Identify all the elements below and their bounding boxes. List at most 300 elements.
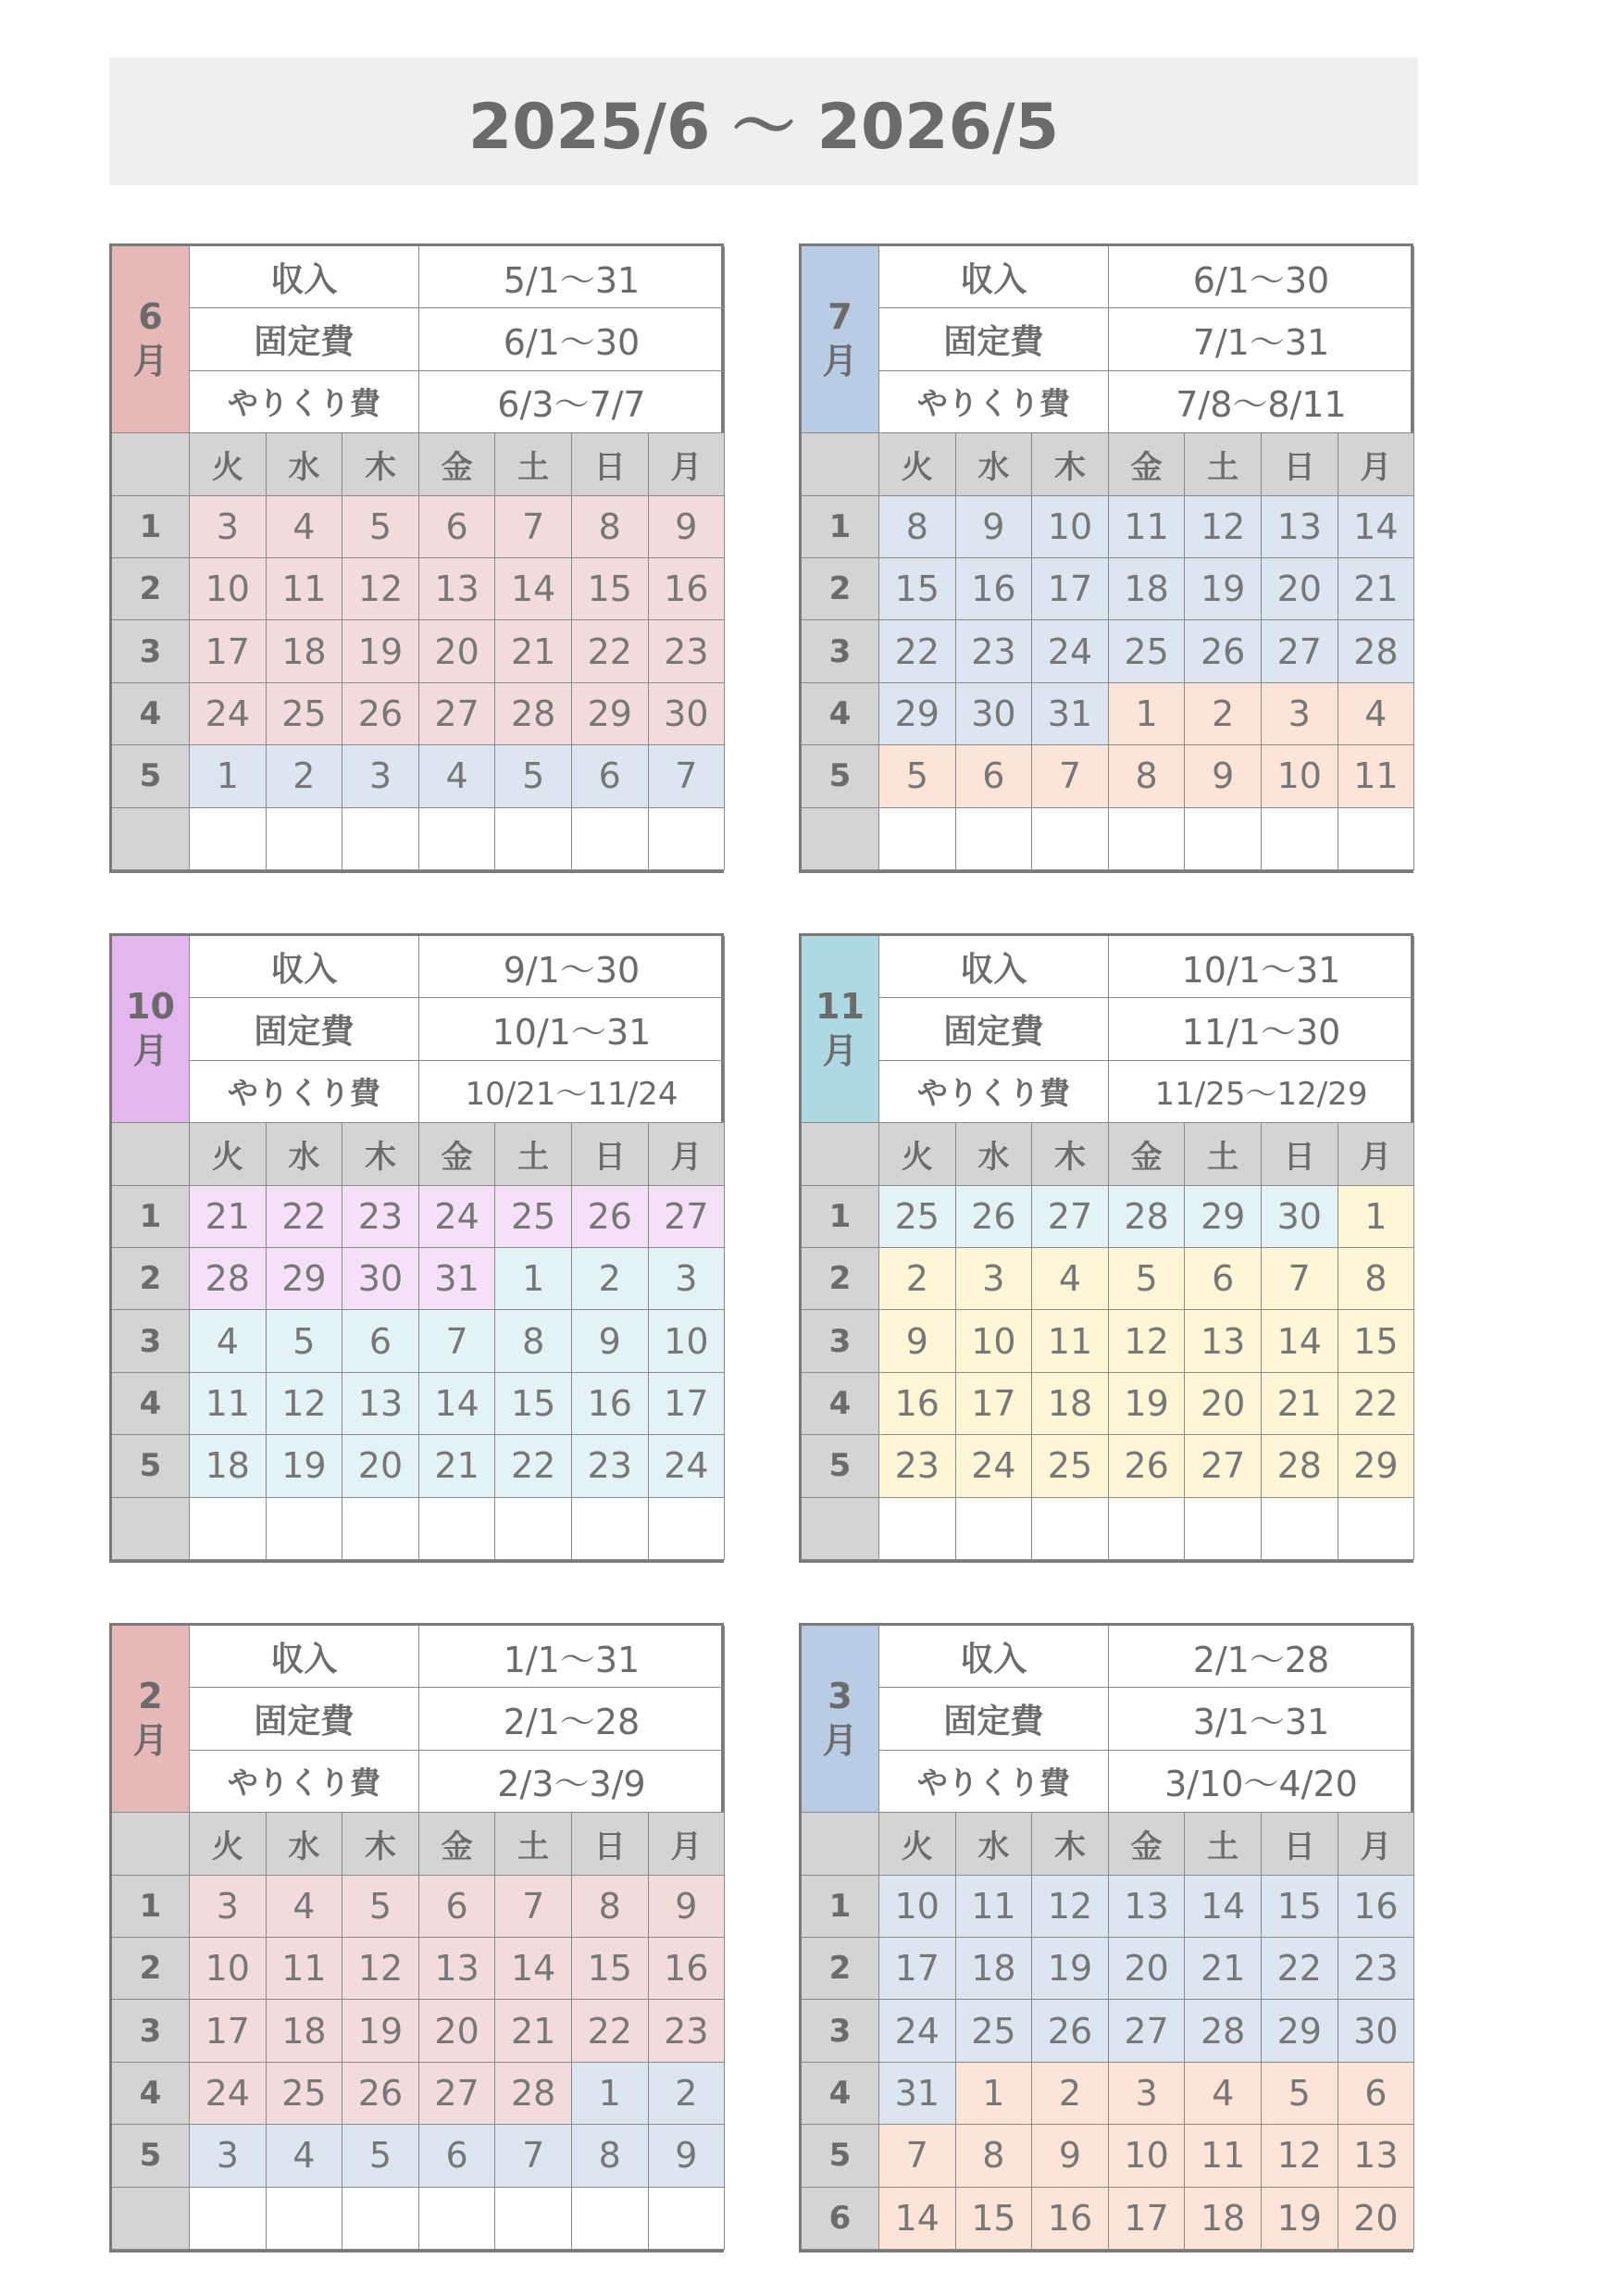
day-cell: 24	[1032, 620, 1109, 682]
day-cell: 7	[495, 1876, 572, 1938]
day-cell	[419, 1498, 496, 1560]
day-cell: 26	[572, 1186, 649, 1248]
day-cell: 1	[495, 1248, 572, 1310]
variable-cost-label: やりくり費	[879, 371, 1109, 433]
day-cell: 27	[419, 683, 496, 745]
weekday-header: 日	[572, 1813, 649, 1875]
week-number: 3	[802, 2000, 879, 2062]
day-cell: 15	[572, 1938, 649, 2000]
weekday-header: 木	[342, 1813, 419, 1875]
day-cell: 27	[1262, 620, 1338, 682]
variable-cost-range: 11/25〜12/29	[1109, 1061, 1414, 1123]
weekday-header: 木	[1032, 1813, 1109, 1875]
day-cell: 26	[956, 1186, 1033, 1248]
day-cell: 8	[495, 1310, 572, 1372]
day-cell: 10	[1032, 496, 1109, 558]
day-cell: 2	[879, 1248, 956, 1310]
weekday-header: 水	[956, 1123, 1033, 1185]
month-number: 11	[815, 986, 865, 1028]
fixed-cost-range: 10/1〜31	[419, 998, 725, 1060]
day-cell: 16	[956, 558, 1033, 620]
day-cell	[495, 2188, 572, 2250]
weekday-header: 土	[1185, 433, 1262, 495]
day-cell: 8	[1338, 1248, 1415, 1310]
day-cell: 12	[342, 1938, 419, 2000]
day-cell: 9	[649, 2125, 726, 2187]
day-cell: 18	[956, 1938, 1033, 2000]
income-label: 収入	[879, 246, 1109, 308]
day-cell: 21	[495, 620, 572, 682]
day-cell: 8	[956, 2125, 1033, 2187]
day-cell: 25	[267, 2063, 343, 2125]
day-cell: 29	[1338, 1435, 1415, 1497]
day-cell: 29	[267, 1248, 343, 1310]
week-header-corner	[802, 433, 879, 495]
day-cell: 15	[879, 558, 956, 620]
day-cell	[1262, 1498, 1338, 1560]
day-cell	[190, 808, 267, 870]
weekday-header: 火	[879, 1123, 956, 1185]
day-cell: 6	[419, 1876, 496, 1938]
day-cell: 10	[190, 1938, 267, 2000]
day-cell: 24	[190, 2063, 267, 2125]
day-cell: 29	[1185, 1186, 1262, 1248]
day-cell: 6	[572, 745, 649, 807]
week-header-corner	[112, 1813, 190, 1875]
day-cell: 7	[1032, 745, 1109, 807]
weekday-header: 水	[956, 433, 1033, 495]
day-cell	[1338, 1498, 1415, 1560]
day-cell: 9	[649, 1876, 726, 1938]
day-cell: 22	[572, 2000, 649, 2062]
day-cell: 27	[1109, 2000, 1186, 2062]
day-cell: 20	[1262, 558, 1338, 620]
day-cell: 22	[267, 1186, 343, 1248]
day-cell: 2	[572, 1248, 649, 1310]
day-cell	[1262, 808, 1338, 870]
day-cell: 11	[1185, 2125, 1262, 2187]
week-number: 5	[112, 745, 190, 807]
day-cell: 31	[1032, 683, 1109, 745]
day-cell: 9	[956, 496, 1033, 558]
income-range: 9/1〜30	[419, 936, 725, 998]
weekday-header: 火	[190, 433, 267, 495]
day-cell: 2	[649, 2063, 726, 2125]
day-cell	[1032, 808, 1109, 870]
weekday-header: 水	[267, 433, 343, 495]
day-cell: 13	[1338, 2125, 1415, 2187]
day-cell: 28	[1185, 2000, 1262, 2062]
day-cell: 19	[342, 620, 419, 682]
day-cell: 5	[342, 2125, 419, 2187]
day-cell: 17	[879, 1938, 956, 2000]
calendar-month-6	[109, 243, 724, 873]
day-cell: 22	[1338, 1373, 1415, 1435]
day-cell: 19	[1109, 1373, 1186, 1435]
week-number	[112, 1498, 190, 1560]
day-cell: 31	[419, 1248, 496, 1310]
weekday-header: 金	[419, 433, 496, 495]
day-cell: 16	[649, 558, 726, 620]
variable-cost-label: やりくり費	[879, 1061, 1109, 1123]
day-cell: 25	[879, 1186, 956, 1248]
day-cell: 3	[190, 1876, 267, 1938]
day-cell: 2	[267, 745, 343, 807]
day-cell: 31	[879, 2063, 956, 2125]
month-label	[802, 936, 879, 1123]
weekday-header: 日	[1262, 433, 1338, 495]
week-number: 1	[112, 1876, 190, 1938]
day-cell: 30	[342, 1248, 419, 1310]
day-cell: 20	[1109, 1938, 1186, 2000]
day-cell: 28	[1338, 620, 1415, 682]
day-cell: 10	[1109, 2125, 1186, 2187]
month-suffix: 月	[132, 1029, 168, 1071]
day-cell: 23	[342, 1186, 419, 1248]
weekday-header: 水	[267, 1123, 343, 1185]
day-cell	[342, 808, 419, 870]
week-number: 3	[802, 1310, 879, 1372]
weekday-header: 火	[190, 1813, 267, 1875]
weekday-header: 水	[267, 1813, 343, 1875]
day-cell: 4	[1338, 683, 1415, 745]
month-suffix: 月	[822, 340, 858, 381]
day-cell: 14	[1185, 1876, 1262, 1938]
week-number: 3	[802, 620, 879, 682]
income-range: 10/1〜31	[1109, 936, 1414, 998]
week-number	[802, 808, 879, 870]
week-number: 2	[112, 1938, 190, 2000]
weekday-header: 金	[419, 1123, 496, 1185]
day-cell: 17	[190, 2000, 267, 2062]
day-cell	[267, 2188, 343, 2250]
calendar-month-10	[109, 933, 724, 1563]
calendar-month-11	[799, 933, 1413, 1563]
day-cell: 17	[956, 1373, 1033, 1435]
day-cell	[572, 1498, 649, 1560]
day-cell: 23	[956, 620, 1033, 682]
day-cell: 19	[267, 1435, 343, 1497]
day-cell: 15	[956, 2188, 1033, 2250]
day-cell: 16	[1032, 2188, 1109, 2250]
day-cell: 8	[572, 2125, 649, 2187]
fixed-cost-range: 2/1〜28	[419, 1688, 725, 1750]
day-cell: 21	[190, 1186, 267, 1248]
day-cell: 2	[1032, 2063, 1109, 2125]
day-cell: 22	[879, 620, 956, 682]
week-number: 4	[802, 2063, 879, 2125]
day-cell: 7	[879, 2125, 956, 2187]
day-cell	[267, 808, 343, 870]
day-cell: 23	[879, 1435, 956, 1497]
day-cell: 10	[956, 1310, 1033, 1372]
week-number: 3	[112, 1310, 190, 1372]
week-number: 4	[112, 1373, 190, 1435]
day-cell: 11	[956, 1876, 1033, 1938]
month-label	[112, 936, 190, 1123]
day-cell: 14	[1262, 1310, 1338, 1372]
week-number: 2	[802, 1938, 879, 2000]
weekday-header: 金	[1109, 1123, 1186, 1185]
day-cell: 4	[190, 1310, 267, 1372]
day-cell: 12	[1262, 2125, 1338, 2187]
day-cell: 23	[1338, 1938, 1415, 2000]
weekday-header: 月	[649, 1123, 726, 1185]
month-number: 2	[138, 1676, 163, 1717]
day-cell: 13	[1262, 496, 1338, 558]
income-label: 収入	[190, 246, 419, 308]
day-cell: 1	[572, 2063, 649, 2125]
day-cell: 13	[419, 558, 496, 620]
day-cell: 18	[1185, 2188, 1262, 2250]
week-number: 1	[112, 496, 190, 558]
week-number: 2	[112, 558, 190, 620]
day-cell: 25	[267, 683, 343, 745]
variable-cost-range: 7/8〜8/11	[1109, 371, 1414, 433]
day-cell	[419, 808, 496, 870]
day-cell: 3	[190, 496, 267, 558]
day-cell: 6	[956, 745, 1033, 807]
weekday-header: 木	[1032, 433, 1109, 495]
day-cell: 12	[267, 1373, 343, 1435]
day-cell: 16	[649, 1938, 726, 2000]
day-cell: 6	[419, 496, 496, 558]
month-suffix: 月	[822, 1719, 858, 1761]
calendar-month-2	[109, 1623, 724, 2252]
day-cell: 17	[1109, 2188, 1186, 2250]
day-cell: 6	[342, 1310, 419, 1372]
week-number	[112, 2188, 190, 2250]
weekday-header: 土	[495, 1123, 572, 1185]
day-cell: 1	[190, 745, 267, 807]
day-cell: 28	[495, 2063, 572, 2125]
fixed-cost-range: 6/1〜30	[419, 308, 725, 370]
day-cell: 14	[1338, 496, 1415, 558]
variable-cost-label: やりくり費	[879, 1751, 1109, 1813]
day-cell: 4	[419, 745, 496, 807]
week-header-corner	[112, 433, 190, 495]
day-cell: 4	[1032, 1248, 1109, 1310]
variable-cost-range: 3/10〜4/20	[1109, 1751, 1414, 1813]
day-cell: 26	[342, 2063, 419, 2125]
day-cell: 11	[267, 558, 343, 620]
month-label	[802, 1626, 879, 1813]
income-label: 収入	[879, 1626, 1109, 1688]
month-suffix: 月	[132, 340, 168, 381]
day-cell: 20	[342, 1435, 419, 1497]
weekday-header: 土	[495, 1813, 572, 1875]
day-cell: 6	[1185, 1248, 1262, 1310]
day-cell: 4	[267, 2125, 343, 2187]
fixed-cost-label: 固定費	[879, 998, 1109, 1060]
month-number: 10	[126, 986, 175, 1028]
day-cell: 24	[419, 1186, 496, 1248]
day-cell: 29	[572, 683, 649, 745]
day-cell: 9	[1032, 2125, 1109, 2187]
week-header-corner	[802, 1123, 879, 1185]
week-number: 4	[802, 683, 879, 745]
variable-cost-label: やりくり費	[190, 1061, 419, 1123]
day-cell	[1109, 808, 1186, 870]
day-cell: 5	[267, 1310, 343, 1372]
day-cell: 13	[1185, 1310, 1262, 1372]
day-cell: 5	[1262, 2063, 1338, 2125]
day-cell	[1185, 1498, 1262, 1560]
day-cell: 22	[495, 1435, 572, 1497]
day-cell: 5	[879, 745, 956, 807]
day-cell: 11	[190, 1373, 267, 1435]
day-cell: 25	[1109, 620, 1186, 682]
day-cell: 23	[649, 2000, 726, 2062]
day-cell: 12	[342, 558, 419, 620]
income-range: 5/1〜31	[419, 246, 725, 308]
day-cell: 13	[1109, 1876, 1186, 1938]
weekday-header: 月	[649, 433, 726, 495]
week-number: 5	[802, 1435, 879, 1497]
week-number: 5	[802, 745, 879, 807]
day-cell: 4	[267, 496, 343, 558]
fixed-cost-label: 固定費	[879, 1688, 1109, 1750]
day-cell: 27	[649, 1186, 726, 1248]
weekday-header: 土	[495, 433, 572, 495]
day-cell: 19	[1185, 558, 1262, 620]
income-label: 収入	[190, 1626, 419, 1688]
month-label	[802, 246, 879, 433]
day-cell: 23	[649, 620, 726, 682]
day-cell: 3	[342, 745, 419, 807]
weekday-header: 木	[342, 1123, 419, 1185]
weekday-header: 金	[1109, 1813, 1186, 1875]
day-cell: 19	[1262, 2188, 1338, 2250]
day-cell: 17	[190, 620, 267, 682]
day-cell: 16	[1338, 1876, 1415, 1938]
day-cell: 30	[649, 683, 726, 745]
month-label	[112, 246, 190, 433]
weekday-header: 火	[879, 433, 956, 495]
day-cell	[649, 808, 726, 870]
day-cell: 25	[956, 2000, 1033, 2062]
day-cell: 7	[495, 2125, 572, 2187]
day-cell: 26	[1032, 2000, 1109, 2062]
day-cell	[342, 1498, 419, 1560]
variable-cost-range: 10/21〜11/24	[419, 1061, 725, 1123]
week-number: 3	[112, 2000, 190, 2062]
day-cell: 18	[267, 2000, 343, 2062]
day-cell	[879, 808, 956, 870]
day-cell: 15	[495, 1373, 572, 1435]
day-cell	[649, 1498, 726, 1560]
day-cell: 14	[495, 558, 572, 620]
day-cell: 25	[495, 1186, 572, 1248]
weekday-header: 火	[879, 1813, 956, 1875]
day-cell: 12	[1109, 1310, 1186, 1372]
day-cell: 21	[419, 1435, 496, 1497]
day-cell: 28	[190, 1248, 267, 1310]
weekday-header: 金	[1109, 433, 1186, 495]
day-cell: 2	[1185, 683, 1262, 745]
month-number: 6	[138, 296, 163, 338]
month-suffix: 月	[822, 1029, 858, 1071]
day-cell: 14	[495, 1938, 572, 2000]
day-cell: 12	[1185, 496, 1262, 558]
day-cell: 19	[342, 2000, 419, 2062]
day-cell	[267, 1498, 343, 1560]
week-number: 5	[112, 2125, 190, 2187]
day-cell: 26	[1185, 620, 1262, 682]
day-cell: 1	[1338, 1186, 1415, 1248]
day-cell: 9	[649, 496, 726, 558]
day-cell: 26	[1109, 1435, 1186, 1497]
day-cell: 20	[1338, 2188, 1415, 2250]
weekday-header: 月	[1338, 1123, 1415, 1185]
day-cell: 21	[1185, 1938, 1262, 2000]
variable-cost-label: やりくり費	[190, 1751, 419, 1813]
day-cell: 27	[419, 2063, 496, 2125]
day-cell: 24	[649, 1435, 726, 1497]
day-cell	[956, 1498, 1033, 1560]
day-cell: 24	[190, 683, 267, 745]
day-cell: 27	[1185, 1435, 1262, 1497]
day-cell: 20	[1185, 1373, 1262, 1435]
weekday-header: 日	[572, 1123, 649, 1185]
income-range: 1/1〜31	[419, 1626, 725, 1688]
income-label: 収入	[190, 936, 419, 998]
day-cell: 3	[1262, 683, 1338, 745]
day-cell: 20	[419, 620, 496, 682]
weekday-header: 木	[342, 433, 419, 495]
week-number: 1	[112, 1186, 190, 1248]
day-cell: 1	[956, 2063, 1033, 2125]
weekday-header: 月	[649, 1813, 726, 1875]
day-cell: 29	[879, 683, 956, 745]
day-cell: 27	[1032, 1186, 1109, 1248]
day-cell: 15	[572, 558, 649, 620]
day-cell	[1032, 1498, 1109, 1560]
day-cell: 17	[649, 1373, 726, 1435]
day-cell: 10	[649, 1310, 726, 1372]
variable-cost-range: 2/3〜3/9	[419, 1751, 725, 1813]
weekday-header: 月	[1338, 1813, 1415, 1875]
income-range: 2/1〜28	[1109, 1626, 1414, 1688]
income-range: 6/1〜30	[1109, 246, 1414, 308]
day-cell: 5	[342, 1876, 419, 1938]
weekday-header: 土	[1185, 1813, 1262, 1875]
day-cell: 14	[879, 2188, 956, 2250]
week-number: 4	[112, 683, 190, 745]
fixed-cost-range: 11/1〜30	[1109, 998, 1414, 1060]
weekday-header: 火	[190, 1123, 267, 1185]
day-cell: 5	[1109, 1248, 1186, 1310]
calendar-month-3	[799, 1623, 1413, 2252]
day-cell: 7	[419, 1310, 496, 1372]
day-cell: 17	[1032, 558, 1109, 620]
day-cell: 5	[495, 745, 572, 807]
day-cell: 13	[419, 1938, 496, 2000]
day-cell: 26	[342, 683, 419, 745]
week-number: 2	[112, 1248, 190, 1310]
day-cell: 15	[1262, 1876, 1338, 1938]
day-cell: 21	[495, 2000, 572, 2062]
day-cell	[342, 2188, 419, 2250]
month-number: 7	[828, 296, 853, 338]
day-cell: 8	[572, 496, 649, 558]
day-cell	[495, 1498, 572, 1560]
day-cell: 18	[267, 620, 343, 682]
weekday-header: 月	[1338, 433, 1415, 495]
day-cell: 24	[879, 2000, 956, 2062]
day-cell: 6	[419, 2125, 496, 2187]
day-cell: 15	[1338, 1310, 1415, 1372]
